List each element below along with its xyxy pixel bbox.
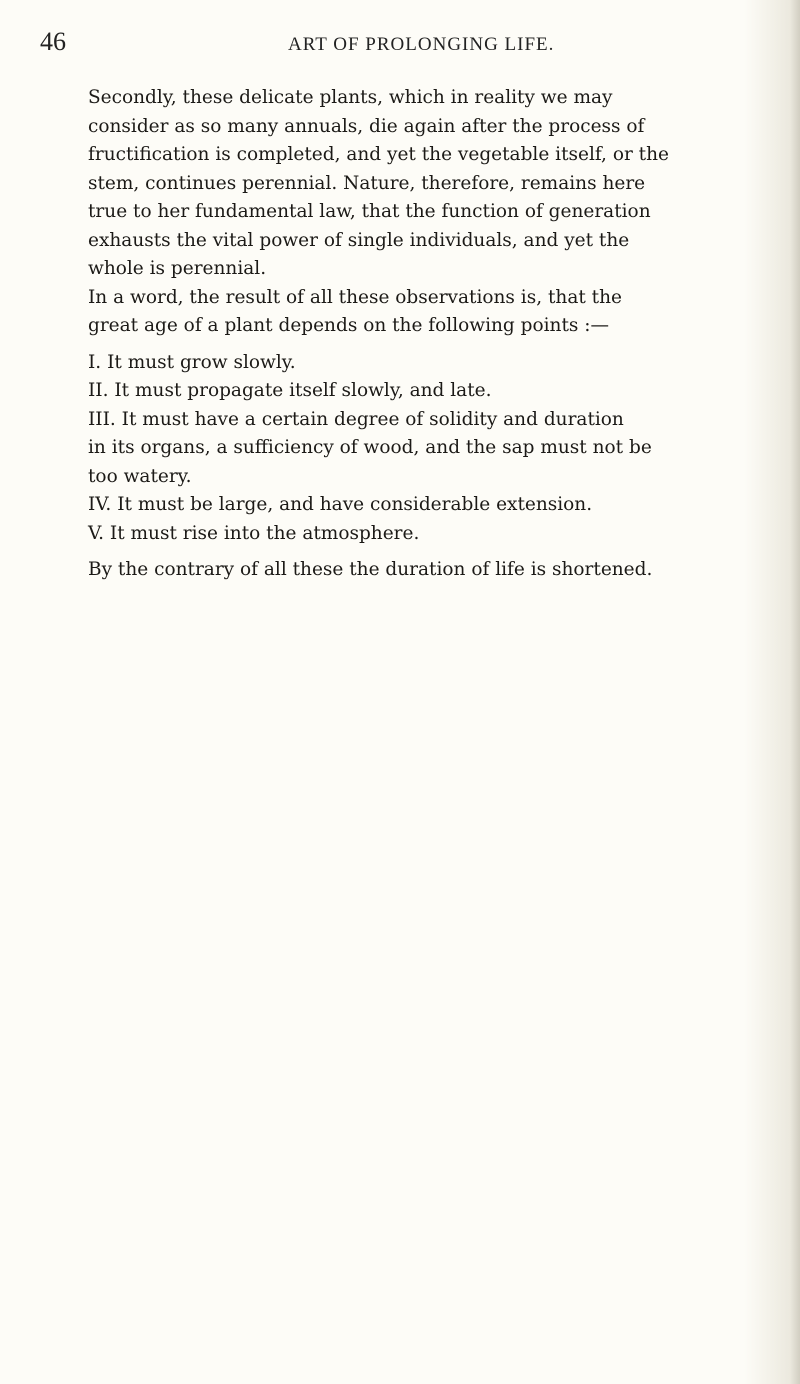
list-item-continuation: in its organs, a sufficiency of wood, and the sap must not be xyxy=(88,437,652,458)
text-line: whole is perennial. xyxy=(88,258,267,279)
text-line: In a word, the result of all these observations is, that the xyxy=(88,286,622,308)
list-item: IV. It must be large, and have considerable extension. xyxy=(88,494,593,515)
page-number: 46 xyxy=(40,27,66,56)
paragraph-gap xyxy=(88,341,800,349)
list-item: III. It must have a certain degree of solidity and duration xyxy=(88,408,624,430)
text-line: true to her fundamental law, that the function of generation xyxy=(88,201,651,222)
list-item: V. It must rise into the atmosphere. xyxy=(88,522,420,544)
text-line: fructification is completed, and yet the vegetable itself, or the xyxy=(88,144,669,165)
body-text xyxy=(88,84,800,585)
running-head: ART OF PROLONGING LIFE. xyxy=(288,34,555,55)
text-line: By the contrary of all these the duration of life is shortened. xyxy=(88,559,653,580)
list-item-continuation: too watery. xyxy=(88,465,192,487)
text-line: Secondly, these delicate plants, which in reality we may xyxy=(88,87,613,108)
text-line: stem, continues perennial. Nature, therefore, remains here xyxy=(88,172,646,194)
list-item: I. It must grow slowly. xyxy=(88,351,296,373)
text-line: exhausts the vital power of single individuals, and yet the xyxy=(88,229,630,251)
text-line: consider as so many annuals, die again after the process of xyxy=(88,115,645,137)
list-item: II. It must propagate itself slowly, and late. xyxy=(88,380,492,401)
page-header xyxy=(40,22,800,62)
text-line: great age of a plant depends on the following points :— xyxy=(88,315,609,336)
paragraph-gap xyxy=(88,548,800,556)
